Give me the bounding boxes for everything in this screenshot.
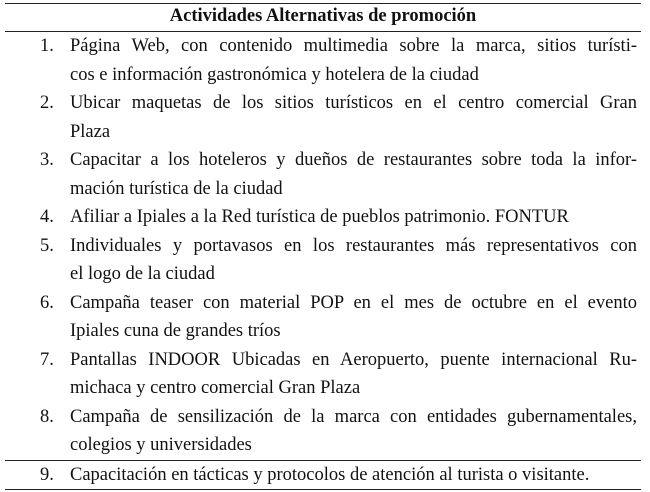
- list-item: [5, 346, 641, 403]
- item-text-line: Individuales y portavasos en los restaurantes más representativos con: [70, 235, 637, 256]
- item-text-line: Ubicar maquetas de los sitios turísticos en el centro comercial Gran: [70, 93, 637, 113]
- list-item: [5, 460, 641, 490]
- item-number: 9.: [40, 464, 54, 485]
- item-text-line: Plaza: [70, 121, 111, 142]
- list-item: [5, 403, 641, 460]
- item-text-line: Ipiales cuna de grandes tríos: [70, 321, 281, 341]
- item-text-line: mación turística de la ciudad: [70, 178, 283, 199]
- activities-table: [5, 3, 641, 490]
- item-number: 5.: [40, 235, 54, 256]
- item-text-line: Página Web, con contenido multimedia sobre la marca, sitios turísti-: [70, 36, 637, 56]
- item-number: 7.: [40, 349, 54, 370]
- item-text-line: Campaña de sensilización de la marca con entidades gubernamentales,: [70, 406, 637, 427]
- item-text-line: Capacitación en tácticas y protocolos de atención al turista o visitante.: [70, 464, 590, 485]
- list-item: [5, 32, 641, 89]
- item-number: 8.: [40, 406, 54, 427]
- list-item: [5, 89, 641, 146]
- item-number: 3.: [40, 150, 54, 170]
- item-number: 2.: [40, 93, 54, 113]
- item-number: 6.: [40, 292, 54, 313]
- activities-list: [5, 32, 641, 489]
- item-number: 4.: [40, 207, 54, 227]
- item-text-line: el logo de la ciudad: [70, 264, 215, 284]
- item-text-line: Pantallas INDOOR Ubicadas en Aeropuerto, puente internacional Ru-: [70, 349, 637, 370]
- table-title: Actividades Alternativas de promoción: [5, 4, 641, 32]
- list-item: [5, 289, 641, 346]
- list-item: [5, 232, 641, 289]
- item-text-line: Capacitar a los hoteleros y dueños de restaurantes sobre toda la infor-: [70, 150, 637, 170]
- item-text-line: michaca y centro comercial Gran Plaza: [70, 378, 361, 398]
- item-text-line: cos e información gastronómica y hotelera de la ciudad: [70, 64, 479, 85]
- list-item: [5, 203, 641, 232]
- item-text-line: Campaña teaser con material POP en el mes de octubre en el evento: [70, 292, 637, 313]
- item-text-line: Afiliar a Ipiales a la Red turística de pueblos patrimonio. FONTUR: [70, 207, 569, 227]
- item-text-line: colegios y universidades: [70, 435, 252, 455]
- item-number: 1.: [40, 36, 54, 56]
- list-item: [5, 146, 641, 203]
